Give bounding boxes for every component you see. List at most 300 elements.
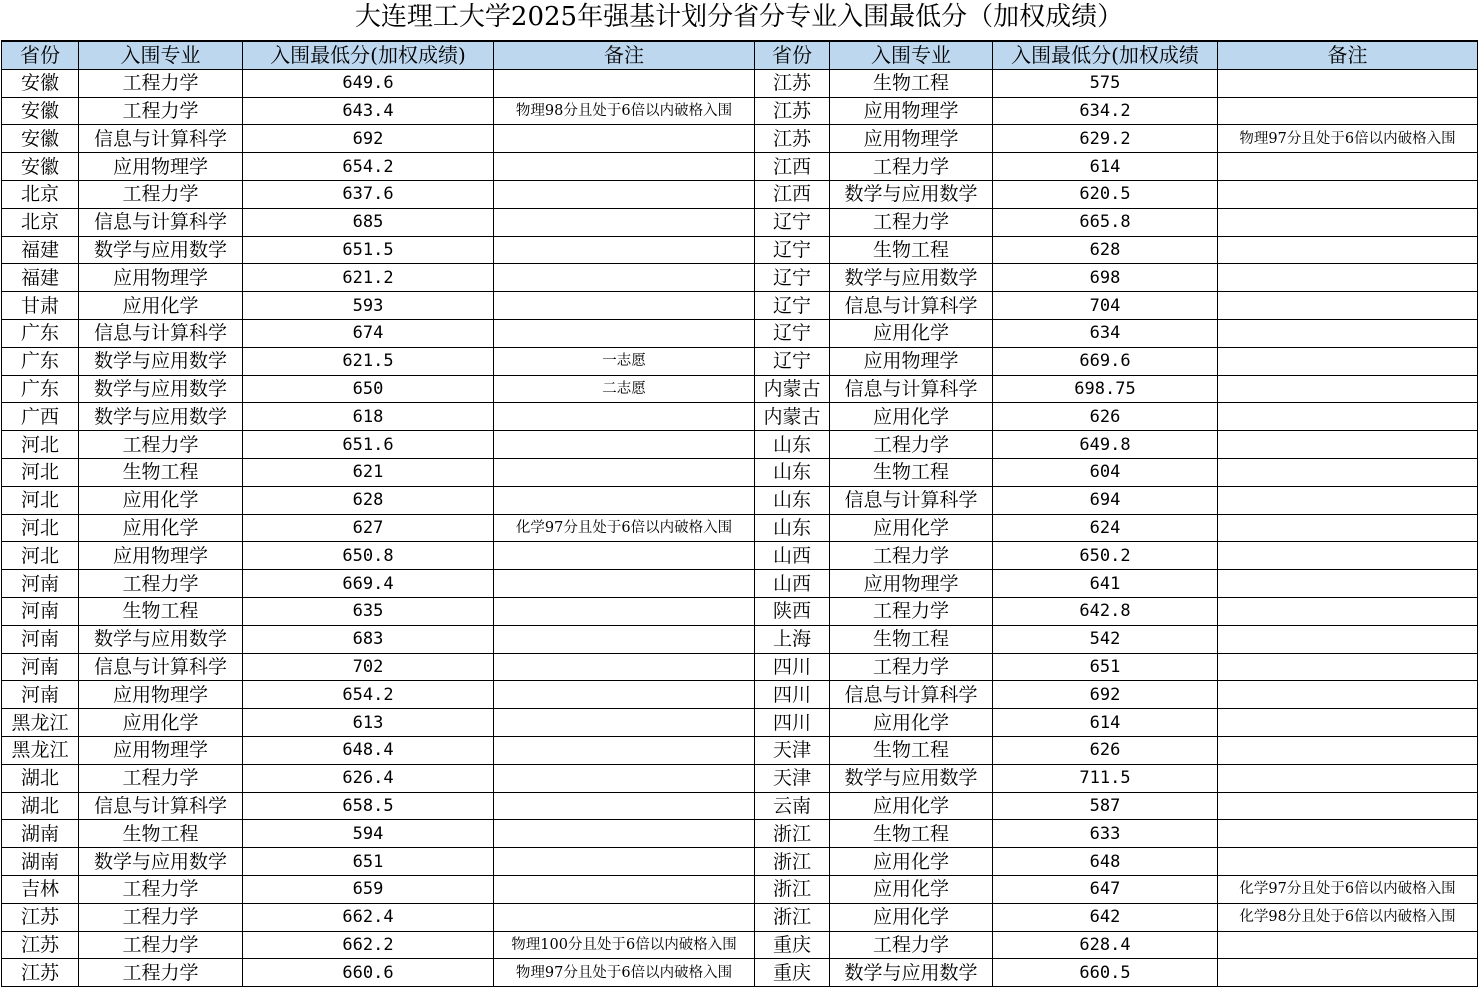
cell-major-left: 数学与应用数学 (79, 625, 243, 653)
cell-min-score-right: 614 (993, 153, 1218, 181)
cell-remark-left: 物理97分且处于6倍以内破格入围 (494, 959, 755, 987)
cell-major-right: 应用化学 (830, 403, 993, 431)
cell-province-left: 湖南 (2, 848, 79, 876)
cell-major-right: 信息与计算科学 (830, 292, 993, 320)
header-min-score-right: 入围最低分(加权成绩 (993, 41, 1218, 69)
cell-major-left: 信息与计算科学 (79, 125, 243, 153)
cell-major-right: 应用化学 (830, 792, 993, 820)
cell-province-left: 北京 (2, 180, 79, 208)
cell-major-left: 数学与应用数学 (79, 375, 243, 403)
cell-remark-left (494, 764, 755, 792)
cell-min-score-right: 634.2 (993, 97, 1218, 125)
cell-min-score-right: 665.8 (993, 208, 1218, 236)
cell-major-left: 生物工程 (79, 597, 243, 625)
cell-major-right: 应用化学 (830, 709, 993, 737)
cell-province-left: 河南 (2, 570, 79, 598)
cell-min-score-right: 641 (993, 570, 1218, 598)
cell-province-left: 湖北 (2, 764, 79, 792)
cell-province-right: 辽宁 (755, 208, 830, 236)
cell-province-right: 辽宁 (755, 319, 830, 347)
cell-major-right: 信息与计算科学 (830, 681, 993, 709)
cell-province-right: 山东 (755, 486, 830, 514)
cell-major-right: 工程力学 (830, 431, 993, 459)
cell-province-left: 安徽 (2, 69, 79, 97)
table-row (2, 403, 1478, 431)
cell-province-right: 陕西 (755, 597, 830, 625)
cell-min-score-right: 698.75 (993, 375, 1218, 403)
cell-remark-left (494, 403, 755, 431)
header-province-right: 省份 (755, 41, 830, 69)
header-remark-right: 备注 (1218, 41, 1478, 69)
cell-major-right: 数学与应用数学 (830, 264, 993, 292)
table-row (2, 153, 1478, 181)
table-row (2, 514, 1478, 542)
table-row (2, 542, 1478, 570)
cell-major-left: 数学与应用数学 (79, 403, 243, 431)
cell-min-score-left: 621.5 (243, 347, 494, 375)
cell-min-score-left: 674 (243, 319, 494, 347)
cell-province-left: 河南 (2, 625, 79, 653)
cell-province-left: 河南 (2, 681, 79, 709)
cell-remark-right (1218, 792, 1478, 820)
cell-major-right: 应用化学 (830, 848, 993, 876)
cell-province-right: 山东 (755, 431, 830, 459)
cell-major-right: 工程力学 (830, 597, 993, 625)
cell-min-score-left: 660.6 (243, 959, 494, 987)
cell-min-score-left: 621.2 (243, 264, 494, 292)
cell-min-score-left: 692 (243, 125, 494, 153)
cell-remark-right: 化学98分且处于6倍以内破格入围 (1218, 903, 1478, 931)
cell-remark-right (1218, 709, 1478, 737)
cell-province-right: 浙江 (755, 875, 830, 903)
cell-province-right: 山东 (755, 458, 830, 486)
cell-min-score-right: 698 (993, 264, 1218, 292)
cell-major-left: 信息与计算科学 (79, 319, 243, 347)
cell-remark-left (494, 792, 755, 820)
cell-major-right: 工程力学 (830, 542, 993, 570)
cell-remark-right (1218, 264, 1478, 292)
cell-province-right: 辽宁 (755, 236, 830, 264)
cell-remark-right (1218, 431, 1478, 459)
cell-remark-right (1218, 514, 1478, 542)
cell-remark-left (494, 458, 755, 486)
cell-remark-left (494, 69, 755, 97)
table-row (2, 486, 1478, 514)
cell-major-left: 工程力学 (79, 180, 243, 208)
cell-major-right: 工程力学 (830, 153, 993, 181)
cell-remark-left: 二志愿 (494, 375, 755, 403)
cell-major-right: 数学与应用数学 (830, 180, 993, 208)
cell-min-score-left: 628 (243, 486, 494, 514)
table-row (2, 820, 1478, 848)
cell-province-left: 黑龙江 (2, 709, 79, 737)
table-row (2, 681, 1478, 709)
cell-min-score-right: 620.5 (993, 180, 1218, 208)
cell-major-left: 数学与应用数学 (79, 347, 243, 375)
cell-min-score-left: 635 (243, 597, 494, 625)
cell-remark-left (494, 125, 755, 153)
cell-min-score-right: 649.8 (993, 431, 1218, 459)
cell-province-left: 江苏 (2, 903, 79, 931)
table-row (2, 208, 1478, 236)
cell-min-score-left: 654.2 (243, 153, 494, 181)
table-row (2, 319, 1478, 347)
cell-province-right: 内蒙古 (755, 403, 830, 431)
cell-min-score-right: 692 (993, 681, 1218, 709)
cell-province-right: 辽宁 (755, 264, 830, 292)
cell-major-left: 工程力学 (79, 431, 243, 459)
cell-remark-left (494, 875, 755, 903)
cell-min-score-right: 633 (993, 820, 1218, 848)
cell-province-left: 广东 (2, 375, 79, 403)
cell-province-right: 辽宁 (755, 292, 830, 320)
cell-min-score-right: 704 (993, 292, 1218, 320)
cell-province-right: 江苏 (755, 69, 830, 97)
cell-remark-left (494, 903, 755, 931)
cell-major-left: 应用化学 (79, 514, 243, 542)
cell-major-right: 应用物理学 (830, 570, 993, 598)
cell-major-left: 应用化学 (79, 486, 243, 514)
cell-province-right: 辽宁 (755, 347, 830, 375)
cell-major-right: 生物工程 (830, 236, 993, 264)
table-row (2, 848, 1478, 876)
cell-remark-left (494, 820, 755, 848)
cell-min-score-left: 637.6 (243, 180, 494, 208)
cell-min-score-left: 643.4 (243, 97, 494, 125)
cell-province-left: 河北 (2, 542, 79, 570)
cell-province-right: 浙江 (755, 903, 830, 931)
cell-major-right: 生物工程 (830, 625, 993, 653)
cell-province-right: 重庆 (755, 931, 830, 959)
cell-major-left: 工程力学 (79, 875, 243, 903)
cell-major-left: 生物工程 (79, 458, 243, 486)
cell-major-right: 数学与应用数学 (830, 764, 993, 792)
cell-min-score-left: 613 (243, 709, 494, 737)
cell-remark-left: 物理98分且处于6倍以内破格入围 (494, 97, 755, 125)
cell-province-left: 广东 (2, 347, 79, 375)
cell-major-left: 信息与计算科学 (79, 653, 243, 681)
header-province-left: 省份 (2, 41, 79, 69)
cell-min-score-left: 650 (243, 375, 494, 403)
table-row (2, 69, 1478, 97)
cell-min-score-right: 628 (993, 236, 1218, 264)
cell-min-score-left: 669.4 (243, 570, 494, 598)
cell-major-left: 信息与计算科学 (79, 792, 243, 820)
cell-remark-right: 化学97分且处于6倍以内破格入围 (1218, 875, 1478, 903)
cell-major-left: 生物工程 (79, 820, 243, 848)
cell-remark-left (494, 264, 755, 292)
cell-remark-right: 物理97分且处于6倍以内破格入围 (1218, 125, 1478, 153)
cell-remark-left (494, 681, 755, 709)
cell-remark-right (1218, 597, 1478, 625)
cell-major-left: 工程力学 (79, 764, 243, 792)
table-row (2, 792, 1478, 820)
table-row (2, 180, 1478, 208)
cell-major-left: 应用物理学 (79, 736, 243, 764)
cell-major-right: 应用物理学 (830, 97, 993, 125)
table-body (2, 69, 1478, 986)
cell-min-score-left: 627 (243, 514, 494, 542)
cell-major-left: 应用化学 (79, 709, 243, 737)
cell-major-right: 应用物理学 (830, 347, 993, 375)
cell-province-left: 北京 (2, 208, 79, 236)
cell-province-left: 福建 (2, 236, 79, 264)
table-row (2, 458, 1478, 486)
header-major-right: 入围专业 (830, 41, 993, 69)
cell-min-score-right: 711.5 (993, 764, 1218, 792)
cell-major-left: 工程力学 (79, 69, 243, 97)
cell-province-left: 甘肃 (2, 292, 79, 320)
page-title: 大连理工大学2025年强基计划分省分专业入围最低分（加权成绩） (354, 2, 1124, 32)
cell-remark-left (494, 848, 755, 876)
cell-remark-right (1218, 820, 1478, 848)
cell-major-left: 工程力学 (79, 959, 243, 987)
cell-major-left: 应用物理学 (79, 542, 243, 570)
cell-remark-right (1218, 848, 1478, 876)
header-row (2, 41, 1478, 69)
cell-min-score-right: 634 (993, 319, 1218, 347)
cell-min-score-left: 651 (243, 848, 494, 876)
cell-major-left: 应用物理学 (79, 153, 243, 181)
cell-province-left: 吉林 (2, 875, 79, 903)
cell-remark-right (1218, 153, 1478, 181)
cell-min-score-left: 659 (243, 875, 494, 903)
cell-major-right: 数学与应用数学 (830, 959, 993, 987)
cell-province-left: 广西 (2, 403, 79, 431)
cell-min-score-left: 621 (243, 458, 494, 486)
cell-province-right: 四川 (755, 709, 830, 737)
table-row (2, 903, 1478, 931)
cell-province-left: 安徽 (2, 125, 79, 153)
cell-remark-left (494, 236, 755, 264)
cell-min-score-left: 618 (243, 403, 494, 431)
cell-remark-right (1218, 542, 1478, 570)
cell-major-left: 工程力学 (79, 570, 243, 598)
cell-province-right: 四川 (755, 653, 830, 681)
cell-province-right: 江西 (755, 153, 830, 181)
cell-province-right: 云南 (755, 792, 830, 820)
table-row (2, 264, 1478, 292)
cell-remark-left (494, 736, 755, 764)
table-row (2, 653, 1478, 681)
cell-major-left: 数学与应用数学 (79, 236, 243, 264)
cell-remark-right (1218, 570, 1478, 598)
cell-remark-right (1218, 319, 1478, 347)
cell-min-score-left: 648.4 (243, 736, 494, 764)
cell-province-left: 广东 (2, 319, 79, 347)
cell-major-right: 信息与计算科学 (830, 375, 993, 403)
cell-remark-right (1218, 208, 1478, 236)
cell-min-score-right: 575 (993, 69, 1218, 97)
cell-remark-right (1218, 486, 1478, 514)
cell-province-right: 江西 (755, 180, 830, 208)
cell-province-right: 四川 (755, 681, 830, 709)
cell-remark-left (494, 431, 755, 459)
cell-min-score-left: 702 (243, 653, 494, 681)
cell-major-right: 工程力学 (830, 653, 993, 681)
cell-min-score-left: 651.5 (243, 236, 494, 264)
cell-min-score-right: 669.6 (993, 347, 1218, 375)
cell-min-score-right: 626 (993, 736, 1218, 764)
cell-remark-left: 一志愿 (494, 347, 755, 375)
cell-min-score-right: 614 (993, 709, 1218, 737)
cell-province-right: 江苏 (755, 97, 830, 125)
cell-province-left: 黑龙江 (2, 736, 79, 764)
cell-min-score-right: 628.4 (993, 931, 1218, 959)
cell-remark-right (1218, 959, 1478, 987)
cell-remark-right (1218, 681, 1478, 709)
table-row (2, 125, 1478, 153)
cell-province-right: 浙江 (755, 848, 830, 876)
cell-min-score-right: 626 (993, 403, 1218, 431)
cell-remark-left: 化学97分且处于6倍以内破格入围 (494, 514, 755, 542)
cell-min-score-right: 651 (993, 653, 1218, 681)
cell-min-score-right: 642 (993, 903, 1218, 931)
cell-province-left: 江苏 (2, 959, 79, 987)
cell-remark-right (1218, 764, 1478, 792)
table-row (2, 959, 1478, 987)
cell-province-right: 内蒙古 (755, 375, 830, 403)
table-row (2, 625, 1478, 653)
cell-province-left: 河南 (2, 597, 79, 625)
cell-remark-right (1218, 347, 1478, 375)
table-row (2, 292, 1478, 320)
cell-province-left: 河北 (2, 514, 79, 542)
cell-major-right: 生物工程 (830, 820, 993, 848)
cell-province-right: 天津 (755, 764, 830, 792)
table-row (2, 736, 1478, 764)
cell-min-score-right: 642.8 (993, 597, 1218, 625)
table-row (2, 709, 1478, 737)
cell-remark-left (494, 570, 755, 598)
cell-min-score-right: 694 (993, 486, 1218, 514)
cell-province-left: 河北 (2, 431, 79, 459)
table-row (2, 764, 1478, 792)
cell-major-left: 工程力学 (79, 931, 243, 959)
cell-province-left: 安徽 (2, 153, 79, 181)
cell-major-right: 应用化学 (830, 903, 993, 931)
cell-remark-left (494, 653, 755, 681)
cell-major-right: 应用化学 (830, 875, 993, 903)
table-row (2, 570, 1478, 598)
cell-province-right: 山西 (755, 542, 830, 570)
cell-major-left: 工程力学 (79, 97, 243, 125)
admission-score-table (1, 40, 1478, 987)
cell-major-right: 生物工程 (830, 736, 993, 764)
header-min-score-left: 入围最低分(加权成绩) (243, 41, 494, 69)
cell-min-score-left: 594 (243, 820, 494, 848)
cell-remark-left (494, 486, 755, 514)
cell-province-right: 浙江 (755, 820, 830, 848)
cell-major-right: 应用物理学 (830, 125, 993, 153)
table-row (2, 931, 1478, 959)
cell-min-score-left: 685 (243, 208, 494, 236)
cell-min-score-left: 651.6 (243, 431, 494, 459)
cell-province-left: 河北 (2, 486, 79, 514)
cell-major-right: 生物工程 (830, 69, 993, 97)
cell-remark-right (1218, 97, 1478, 125)
cell-remark-right (1218, 458, 1478, 486)
cell-min-score-left: 650.8 (243, 542, 494, 570)
table-row (2, 431, 1478, 459)
cell-remark-left: 物理100分且处于6倍以内破格入围 (494, 931, 755, 959)
cell-min-score-right: 650.2 (993, 542, 1218, 570)
cell-min-score-right: 604 (993, 458, 1218, 486)
cell-remark-left (494, 625, 755, 653)
cell-province-left: 湖南 (2, 820, 79, 848)
header-remark-left: 备注 (494, 41, 755, 69)
cell-min-score-right: 660.5 (993, 959, 1218, 987)
cell-major-right: 工程力学 (830, 208, 993, 236)
cell-min-score-right: 624 (993, 514, 1218, 542)
cell-remark-left (494, 542, 755, 570)
cell-remark-left (494, 208, 755, 236)
cell-major-right: 应用化学 (830, 514, 993, 542)
cell-min-score-right: 648 (993, 848, 1218, 876)
cell-major-left: 信息与计算科学 (79, 208, 243, 236)
cell-province-right: 江苏 (755, 125, 830, 153)
cell-min-score-left: 662.4 (243, 903, 494, 931)
cell-remark-left (494, 153, 755, 181)
cell-province-left: 福建 (2, 264, 79, 292)
cell-min-score-right: 542 (993, 625, 1218, 653)
cell-min-score-left: 662.2 (243, 931, 494, 959)
table-row (2, 597, 1478, 625)
cell-remark-left (494, 709, 755, 737)
cell-min-score-right: 587 (993, 792, 1218, 820)
cell-major-left: 工程力学 (79, 903, 243, 931)
cell-major-left: 应用化学 (79, 292, 243, 320)
cell-province-right: 山东 (755, 514, 830, 542)
table-row (2, 347, 1478, 375)
cell-province-left: 河北 (2, 458, 79, 486)
cell-remark-right (1218, 736, 1478, 764)
cell-province-left: 湖北 (2, 792, 79, 820)
cell-remark-right (1218, 403, 1478, 431)
cell-min-score-left: 658.5 (243, 792, 494, 820)
table-row (2, 236, 1478, 264)
cell-min-score-right: 647 (993, 875, 1218, 903)
cell-min-score-right: 629.2 (993, 125, 1218, 153)
cell-province-left: 安徽 (2, 97, 79, 125)
cell-remark-right (1218, 180, 1478, 208)
cell-province-right: 山西 (755, 570, 830, 598)
cell-major-right: 工程力学 (830, 931, 993, 959)
cell-remark-left (494, 180, 755, 208)
table-row (2, 875, 1478, 903)
cell-remark-right (1218, 236, 1478, 264)
cell-min-score-left: 654.2 (243, 681, 494, 709)
cell-major-left: 应用物理学 (79, 264, 243, 292)
cell-remark-right (1218, 292, 1478, 320)
table-row (2, 97, 1478, 125)
cell-province-right: 上海 (755, 625, 830, 653)
cell-remark-right (1218, 69, 1478, 97)
cell-major-left: 应用物理学 (79, 681, 243, 709)
cell-major-left: 数学与应用数学 (79, 848, 243, 876)
cell-major-right: 信息与计算科学 (830, 486, 993, 514)
cell-min-score-left: 683 (243, 625, 494, 653)
cell-major-right: 应用化学 (830, 319, 993, 347)
cell-remark-right (1218, 625, 1478, 653)
cell-remark-right (1218, 653, 1478, 681)
table-row (2, 375, 1478, 403)
cell-remark-left (494, 597, 755, 625)
cell-province-left: 江苏 (2, 931, 79, 959)
cell-remark-left (494, 292, 755, 320)
cell-remark-left (494, 319, 755, 347)
cell-province-right: 天津 (755, 736, 830, 764)
